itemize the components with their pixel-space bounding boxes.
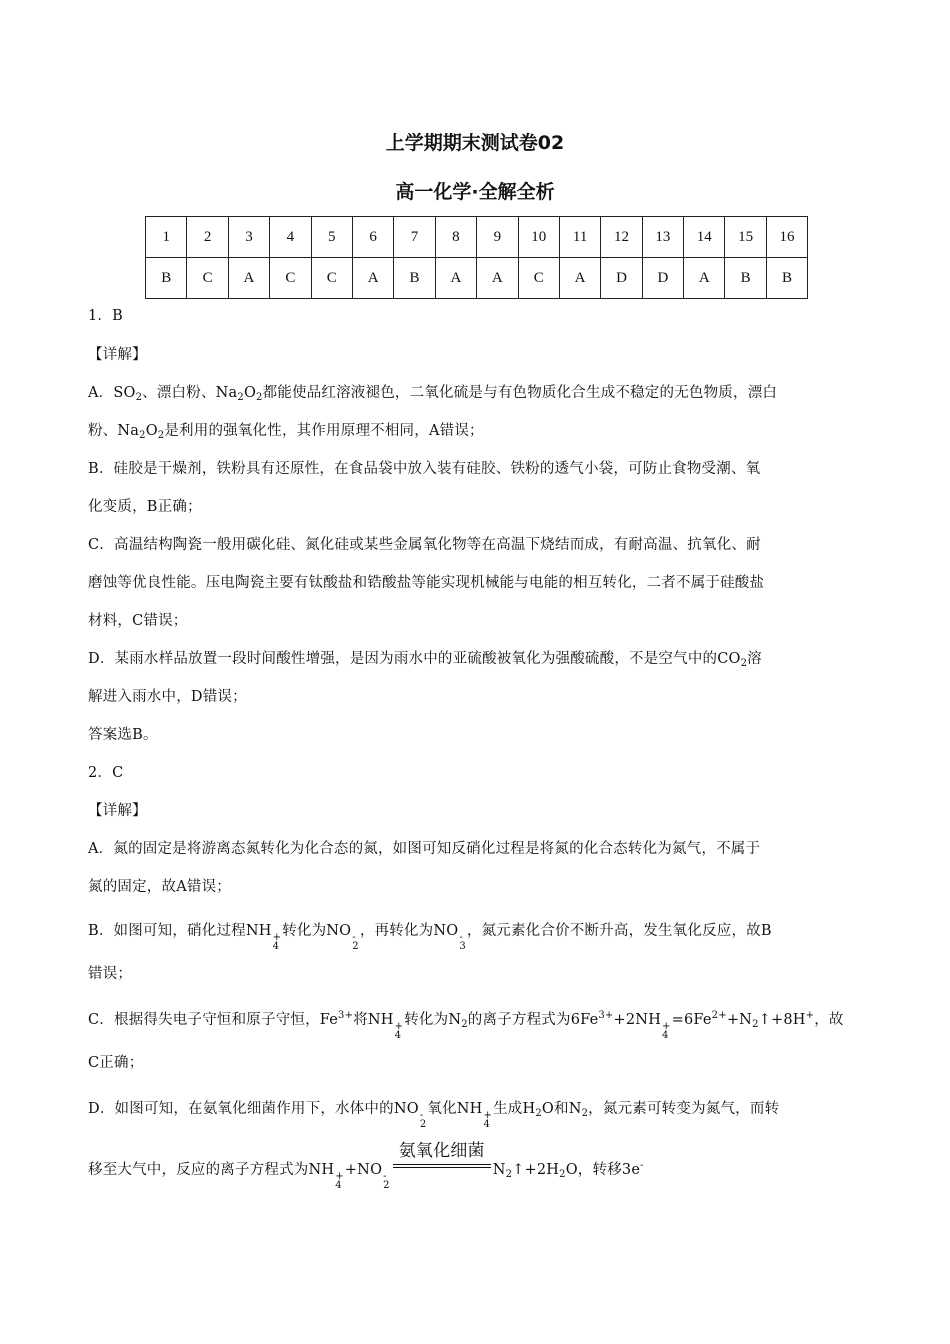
question-number-cell: 4 <box>270 217 311 258</box>
answer-cell: C <box>311 258 352 299</box>
answer-cell: A <box>684 258 725 299</box>
catalyst-label: 氨氧化细菌 <box>398 1141 485 1161</box>
answer-cell: C <box>270 258 311 299</box>
q1-option-d-line2: 解进入雨水中，D错误； <box>88 689 247 705</box>
q1-detail-label: 【详解】 <box>88 347 147 363</box>
answer-cell: D <box>642 258 683 299</box>
answer-cell: B <box>146 258 187 299</box>
answer-table-answer-row <box>146 258 808 299</box>
answer-table <box>145 216 808 299</box>
q1-option-d-line1: D．某雨水样品放置一段时间酸性增强，是因为雨水中的亚硫酸被氧化为强酸硫酸，不是空气中的$CO_2$溶 <box>88 651 762 669</box>
q1-option-c-line3: 材料，C错误； <box>88 613 188 629</box>
q1-option-b-line1: B．硅胶是干燥剂，铁粉具有还原性，在食品袋中放入装有硅胶、铁粉的透气小袋，可防止食物受潮、氧 <box>88 461 761 477</box>
answer-cell: A <box>352 258 393 299</box>
q2-heading: 2．C <box>88 765 124 781</box>
answer-table-number-row <box>146 217 808 258</box>
answer-cell: A <box>228 258 269 299</box>
answer-cell: A <box>477 258 518 299</box>
q1-option-b-line2: 化变质，B正确； <box>88 499 202 515</box>
question-number-cell: 1 <box>146 217 187 258</box>
page-subtitle: 高一化学·全解全析 <box>395 181 555 203</box>
question-number-cell: 10 <box>518 217 559 258</box>
q2-option-c-line2: C正确； <box>88 1055 144 1071</box>
question-number-cell: 15 <box>725 217 766 258</box>
q1-answer: 答案选B。 <box>88 727 158 743</box>
answer-cell: B <box>766 258 807 299</box>
q2-option-a-line1: A．氮的固定是将游离态氮转化为化合态的氮，如图可知反硝化过程是将氮的化合态转化为氮气，不属于 <box>88 841 761 857</box>
question-number-cell: 11 <box>559 217 600 258</box>
q1-option-c-line2: 磨蚀等优良性能。压电陶瓷主要有钛酸盐和锆酸盐等能实现机械能与电能的相互转化，二者不属于硅酸盐 <box>88 575 765 591</box>
question-number-cell: 7 <box>394 217 435 258</box>
question-number-cell: 16 <box>766 217 807 258</box>
question-number-cell: 14 <box>684 217 725 258</box>
question-number-cell: 2 <box>187 217 228 258</box>
q1-heading: 1．B <box>88 308 123 324</box>
answer-cell: A <box>559 258 600 299</box>
question-number-cell: 8 <box>435 217 476 258</box>
q2-option-d-line1: D．如图可知，在氨氧化细菌作用下，水体中的NO - 2 氧化NH + 4 生成$H_2O$和$N_2$，氮元素可转变为氮气，而转 <box>88 1101 780 1130</box>
q2-option-a-line2: 氮的固定，故A错误； <box>88 879 231 895</box>
reaction-arrow <box>393 1141 491 1180</box>
q1-option-a-line1: A．$SO_2$、漂白粉、$Na_2O_2$都能使品红溶液褪色，二氧化硫是与有色物质化合生成不稳定的无色物质，漂白 <box>88 385 778 403</box>
question-number-cell: 6 <box>352 217 393 258</box>
question-number-cell: 12 <box>601 217 642 258</box>
q1-option-a-line2: 粉、$Na_2O_2$是利用的强氧化性，其作用原理不相同，A错误； <box>88 423 484 441</box>
question-number-cell: 9 <box>477 217 518 258</box>
q2-option-b-line2: 错误； <box>88 966 133 982</box>
q2-option-d-line2: 移至大气中，反应的离子方程式为NH + 4 +NO - 2 氨氧化细菌 $N_2↑+2H_2O$，转移3e- <box>88 1158 644 1190</box>
answer-cell: B <box>725 258 766 299</box>
q2-detail-label: 【详解】 <box>88 803 147 819</box>
q2-option-b-line1: B．如图可知，硝化过程NH + 4 转化为NO - 2 ，再转化为NO - 3 ，氮元素化合价不断升高，发生氧化反应，故B <box>88 923 772 952</box>
question-number-cell: 5 <box>311 217 352 258</box>
q1-option-c-line1: C．高温结构陶瓷一般用碳化硅、氮化硅或某些金属氧化物等在高温下烧结而成，有耐高温、抗氧化、耐 <box>88 537 761 553</box>
question-number-cell: 13 <box>642 217 683 258</box>
answer-cell: C <box>187 258 228 299</box>
answer-cell: C <box>518 258 559 299</box>
answer-cell: D <box>601 258 642 299</box>
page-title: 上学期期末测试卷02 <box>385 132 565 154</box>
answer-cell: A <box>435 258 476 299</box>
question-number-cell: 3 <box>228 217 269 258</box>
answer-cell: B <box>394 258 435 299</box>
q2-option-c-line1: C．根据得失电子守恒和原子守恒，$Fe^{3+}$将NH + 4 转化为$N_2$的离子方程式为$6Fe^{3+}+2NH$ + 4 $=6Fe^{2+}+N_2↑+8H^+$，故 <box>88 1010 844 1041</box>
